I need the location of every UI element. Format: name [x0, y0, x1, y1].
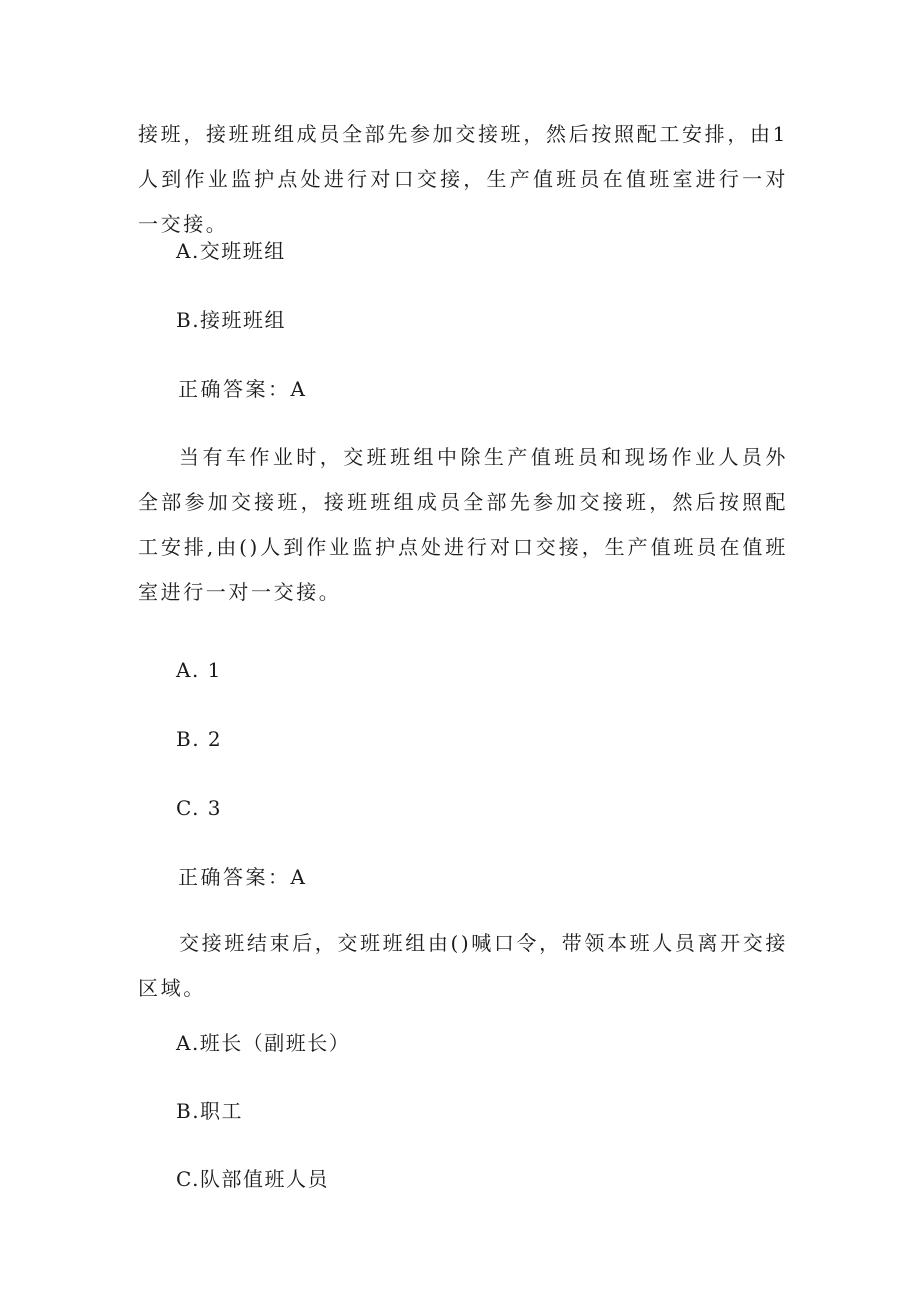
option-a: A.交班班组	[176, 239, 286, 263]
option-a: A. 1	[176, 658, 222, 682]
question-text: 交接班结束后，交班班组由()喊口令，带领本班人员离开交接区域。	[138, 931, 788, 1000]
question-text: 当有车作业时，交班班组中除生产值班员和现场作业人员外全部参加交接班，接班班组成员全部先参加交接班，然后按照配工安排,由()人到作业监护点处进行对口交接，生产值班员在值班室进行一对一交接。	[138, 445, 788, 604]
correct-answer: 正确答案：A	[178, 865, 308, 889]
option-c: C. 3	[176, 796, 223, 820]
option-b: B. 2	[176, 727, 223, 751]
question-continuation-text: 接班，接班班组成员全部先参加交接班，然后按照配工安排，由1人到作业监护点处进行对口交接，生产值班员在值班室进行一对一交接。	[138, 122, 788, 236]
correct-answer: 正确答案：A	[178, 377, 308, 401]
option-c: C.队部值班人员	[176, 1167, 329, 1191]
option-b: B.接班班组	[176, 308, 287, 332]
option-b: B.职工	[176, 1099, 244, 1123]
option-a: A.班长（副班长）	[176, 1031, 351, 1055]
